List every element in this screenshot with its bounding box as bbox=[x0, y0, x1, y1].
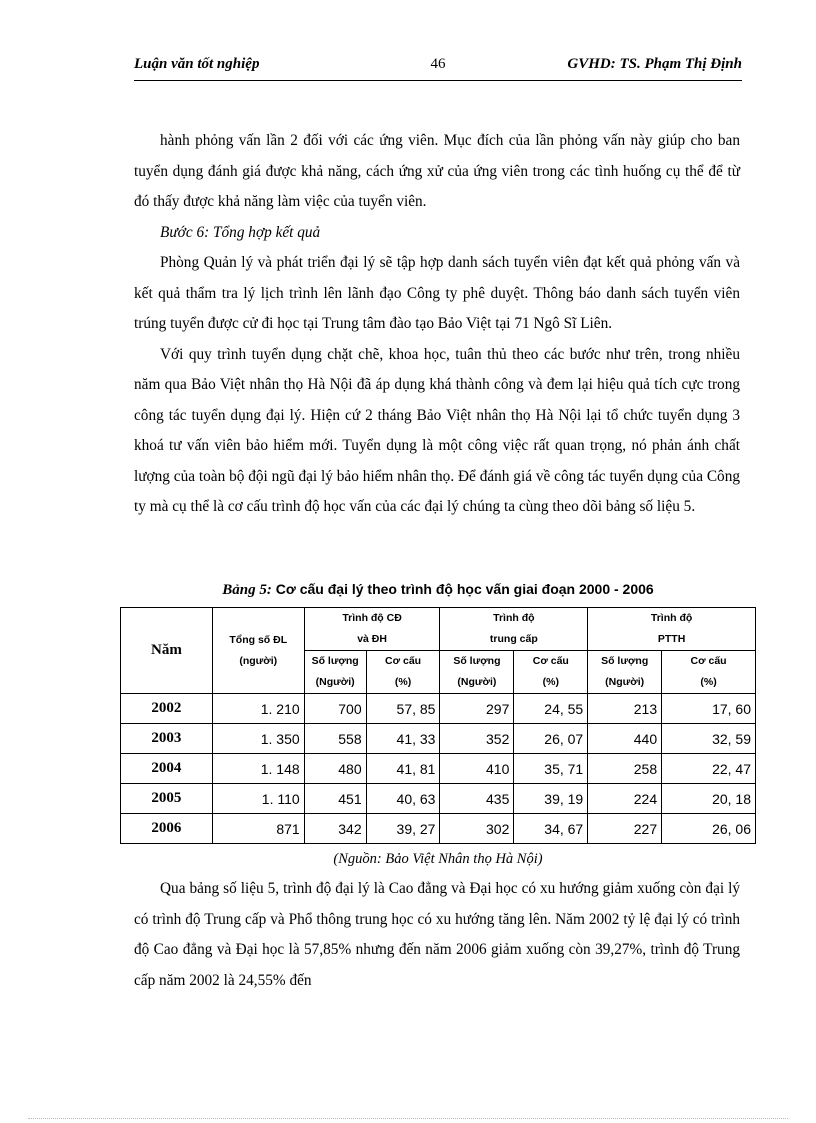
cell-pt-qty: 224 bbox=[588, 784, 662, 814]
cell-tc-pct: 26, 07 bbox=[514, 724, 588, 754]
cell-pt-qty: 213 bbox=[588, 694, 662, 724]
paragraph-interview: hành phỏng vấn lần 2 đối với các ứng viên. Mục đích của lần phỏng vấn này giúp cho ban tuyển dụng đánh giá được khả năng, cách ứng xử của ứng viên trong các tình huống cụ thể để từ đó thấy được khả năng làm việc của tuyển viên. bbox=[134, 132, 740, 210]
qty-unit-3: (Người) bbox=[605, 676, 645, 688]
page-bottom-divider bbox=[28, 1118, 788, 1119]
cell-pt-qty: 227 bbox=[588, 814, 662, 844]
table-row bbox=[121, 724, 756, 754]
cell-tc-qty: 302 bbox=[440, 814, 514, 844]
supervisor: GVHD: TS. Phạm Thị Định bbox=[567, 56, 742, 72]
cell-tc-pct: 39, 19 bbox=[514, 784, 588, 814]
header-group-cd bbox=[304, 608, 440, 651]
cell-pt-pct: 17, 60 bbox=[662, 694, 756, 724]
cell-cd-qty: 558 bbox=[304, 724, 366, 754]
cell-cd-qty: 451 bbox=[304, 784, 366, 814]
cell-cd-qty: 342 bbox=[304, 814, 366, 844]
cell-cd-pct: 41, 81 bbox=[366, 754, 440, 784]
qty-label-3: Số lượng bbox=[601, 655, 649, 667]
cell-cd-qty: 700 bbox=[304, 694, 366, 724]
cell-tc-qty: 352 bbox=[440, 724, 514, 754]
header-cd-line2: và ĐH bbox=[357, 633, 387, 645]
header-group-pt bbox=[588, 608, 756, 651]
pct-unit-3: (%) bbox=[700, 676, 717, 688]
header-tc-line2: trung cấp bbox=[489, 633, 538, 645]
header-tc-line1: Trình độ bbox=[493, 612, 535, 624]
paragraph-analysis: Qua bảng số liệu 5, trình độ đại lý là Cao đẳng và Đại học có xu hướng giảm xuống còn đại lý có trình độ Trung cấp và Phổ thông trung học có xu hướng tăng lên. Năm 2002 tỷ lệ đại lý có trình độ Cao đẳng và Đại học là 57,85% nhưng đến năm 2006 giảm xuống còn 39,27%, trình độ Trung cấp năm 2002 là 24,55% đến bbox=[134, 880, 740, 989]
header-cd-qty bbox=[304, 651, 366, 694]
cell-tc-qty: 410 bbox=[440, 754, 514, 784]
header-pt-line2: PTTH bbox=[657, 633, 686, 645]
cell-tc-pct: 34, 67 bbox=[514, 814, 588, 844]
cell-year: 2006 bbox=[121, 814, 213, 844]
header-pt-pct bbox=[662, 651, 756, 694]
step-6-heading: Bước 6: Tổng hợp kết quả bbox=[160, 223, 321, 241]
header-pt-qty bbox=[588, 651, 662, 694]
cell-pt-qty: 440 bbox=[588, 724, 662, 754]
header-year: Năm bbox=[121, 608, 213, 694]
paragraph-process: Với quy trình tuyển dụng chặt chẽ, khoa học, tuân thủ theo các bước như trên, trong nhiều năm qua Bảo Việt nhân thọ Hà Nội đã áp dụng khá thành công và đem lại hiệu quả tích cực trong công tác tuyển dụng đại lý. Hiện cứ 2 tháng Bảo Việt nhân thọ Hà Nội lại tổ chức tuyển dụng 3 khoá tư vấn viên bảo hiểm mới. Tuyển dụng là một công việc rất quan trọng, nó phản ánh chất lượng của toàn bộ đội ngũ đại lý bảo hiểm nhân thọ. Để đánh giá về công tác tuyển dụng của Công ty mà cụ thể là cơ cấu trình độ học vấn của các đại lý chúng ta cùng theo dõi bảng số liệu 5. bbox=[134, 345, 740, 515]
pct-unit-1: (%) bbox=[394, 676, 412, 688]
cell-pt-qty: 258 bbox=[588, 754, 662, 784]
pct-unit-2: (%) bbox=[542, 676, 559, 688]
thesis-title: Luận văn tốt nghiệp bbox=[134, 56, 260, 72]
cell-year: 2003 bbox=[121, 724, 213, 754]
header-cd-pct bbox=[366, 651, 440, 694]
header-total bbox=[212, 608, 304, 694]
cell-year: 2002 bbox=[121, 694, 213, 724]
table-row bbox=[121, 814, 756, 844]
cell-pt-pct: 20, 18 bbox=[662, 784, 756, 814]
table-caption-label: Bảng 5: bbox=[222, 582, 272, 598]
header-pt-line1: Trình độ bbox=[650, 612, 693, 624]
cell-total: 1. 350 bbox=[212, 724, 304, 754]
education-table bbox=[120, 607, 756, 844]
cell-cd-qty: 480 bbox=[304, 754, 366, 784]
cell-tc-qty: 297 bbox=[440, 694, 514, 724]
paragraph-summary: Phòng Quản lý và phát triển đại lý sẽ tập hợp danh sách tuyển viên đạt kết quả phỏng vấn và kết quả thẩm tra lý lịch trình lên lãnh đạo Công ty phê duyệt. Thông báo danh sách tuyển viên trúng tuyển được cử đi học tại Trung tâm đào tạo Bảo Việt tại 71 Ngô Sĩ Liên. bbox=[134, 254, 740, 332]
cell-pt-pct: 22, 47 bbox=[662, 754, 756, 784]
cell-year: 2004 bbox=[121, 754, 213, 784]
table-caption-text: Cơ cấu đại lý theo trình độ học vấn giai đoạn 2000 - 2006 bbox=[275, 581, 654, 597]
cell-tc-pct: 24, 55 bbox=[514, 694, 588, 724]
pct-label-3: Cơ cấu bbox=[690, 655, 727, 667]
cell-tc-pct: 35, 71 bbox=[514, 754, 588, 784]
table-row bbox=[121, 694, 756, 724]
page-header bbox=[134, 54, 742, 81]
cell-cd-pct: 40, 63 bbox=[366, 784, 440, 814]
header-cd-line1: Trình độ CĐ bbox=[342, 612, 402, 624]
pct-label-2: Cơ cấu bbox=[532, 655, 569, 667]
body-text-top bbox=[134, 126, 740, 523]
pct-label-1: Cơ cấu bbox=[385, 655, 422, 667]
qty-label-2: Số lượng bbox=[453, 655, 501, 667]
table-source: (Nguồn: Bảo Việt Nhân thọ Hà Nội) bbox=[333, 851, 543, 867]
cell-pt-pct: 32, 59 bbox=[662, 724, 756, 754]
qty-unit-1: (Người) bbox=[315, 676, 355, 688]
table-row bbox=[121, 754, 756, 784]
page-number: 46 bbox=[430, 56, 446, 72]
qty-label-1: Số lượng bbox=[311, 655, 359, 667]
qty-unit-2: (Người) bbox=[457, 676, 497, 688]
table-caption bbox=[120, 581, 756, 599]
cell-cd-pct: 57, 85 bbox=[366, 694, 440, 724]
cell-total: 1. 148 bbox=[212, 754, 304, 784]
cell-cd-pct: 39, 27 bbox=[366, 814, 440, 844]
cell-cd-pct: 41, 33 bbox=[366, 724, 440, 754]
cell-total: 1. 110 bbox=[212, 784, 304, 814]
header-group-tc bbox=[440, 608, 588, 651]
header-tc-qty bbox=[440, 651, 514, 694]
cell-tc-qty: 435 bbox=[440, 784, 514, 814]
header-tc-pct bbox=[514, 651, 588, 694]
cell-pt-pct: 26, 06 bbox=[662, 814, 756, 844]
cell-total: 871 bbox=[212, 814, 304, 844]
cell-total: 1. 210 bbox=[212, 694, 304, 724]
table-row bbox=[121, 784, 756, 814]
cell-year: 2005 bbox=[121, 784, 213, 814]
header-total-line1: Tổng số ĐL bbox=[229, 633, 288, 646]
body-text-bottom bbox=[134, 874, 740, 996]
header-total-line2: (người) bbox=[239, 654, 278, 667]
